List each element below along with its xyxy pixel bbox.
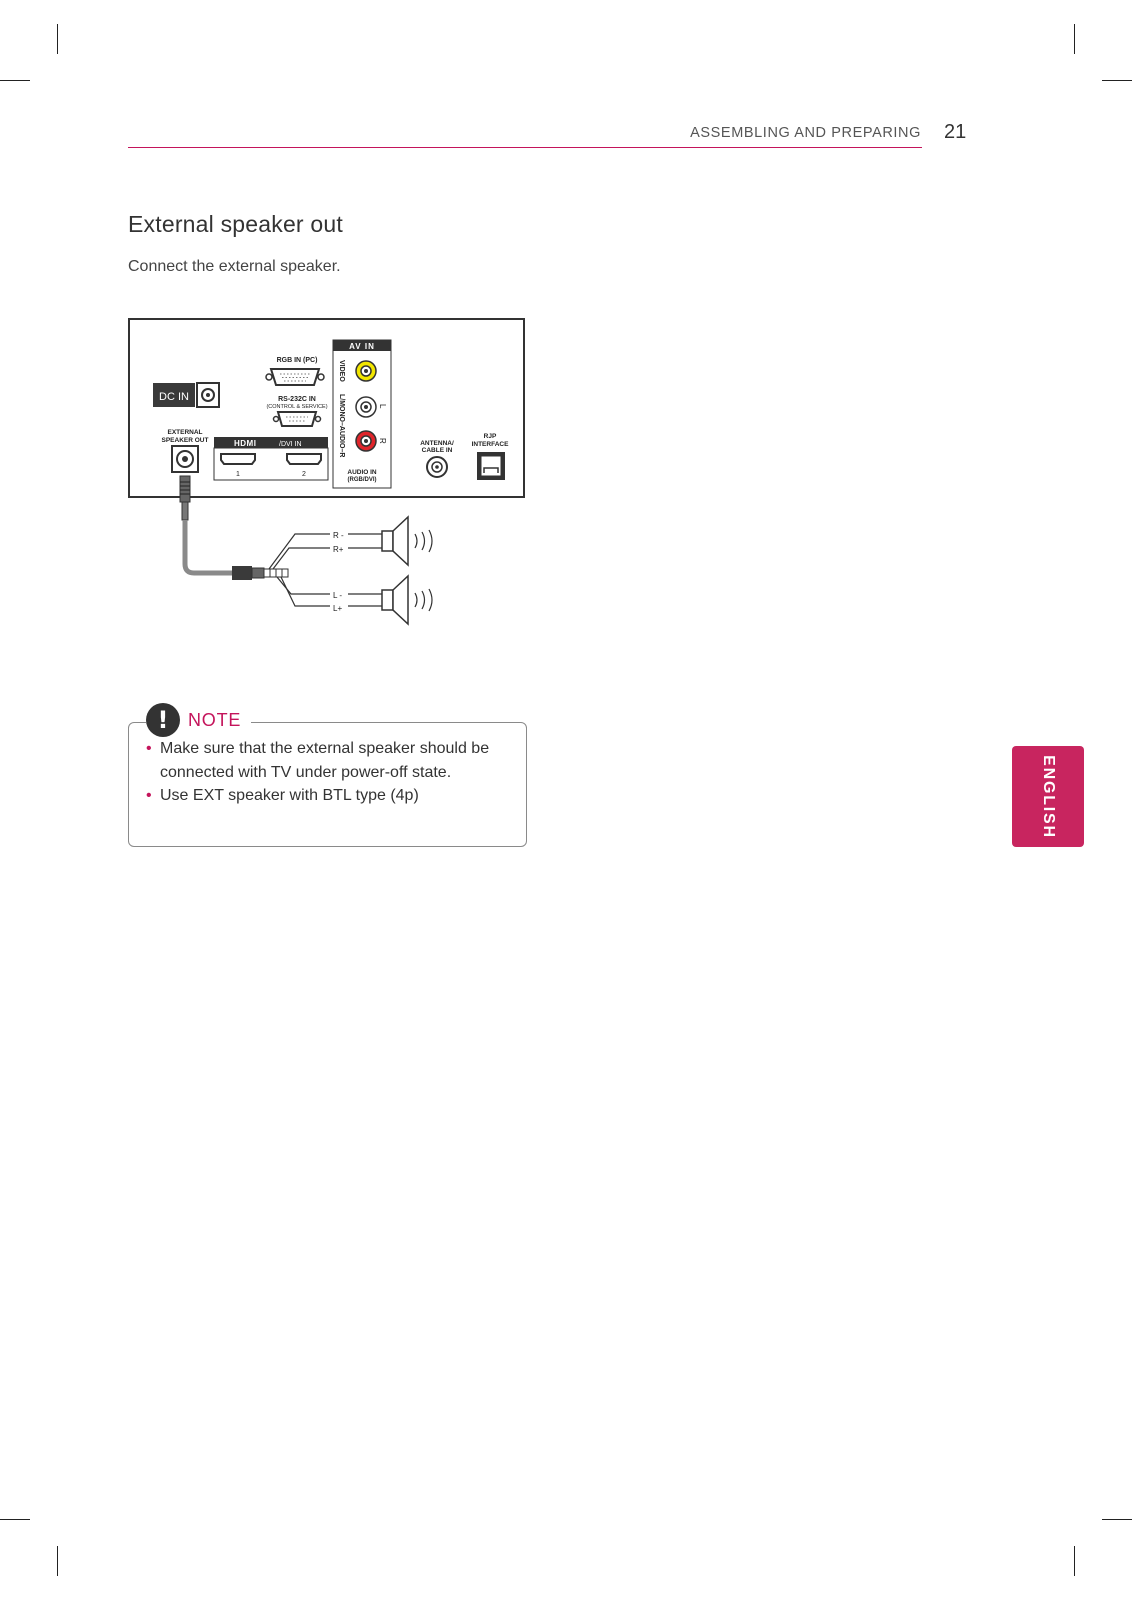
terminal-l-plus-label: L+: [333, 604, 343, 613]
terminal-r-plus-label: R+: [333, 545, 344, 554]
terminal-r-minus-label: R -: [333, 531, 344, 540]
page-title: External speaker out: [128, 211, 343, 237]
note-header: [146, 703, 251, 737]
audio-in-label-2: (RGB/DVI): [347, 477, 377, 483]
dc-in-label: DC IN: [159, 391, 189, 403]
rgb-screw-left: [266, 374, 272, 380]
crop-mark: [0, 80, 30, 81]
cable-splitter: [232, 566, 252, 580]
hdmi-port-1-number: 1: [236, 471, 240, 478]
section-title: ASSEMBLING AND PREPARING: [690, 125, 921, 141]
hdmi-label-bar: [214, 437, 328, 448]
crop-mark: [1074, 1546, 1075, 1576]
rjp-label-1: RJP: [483, 433, 497, 440]
speaker-right-sound-waves: [415, 530, 432, 552]
cable-splitter-collar: [252, 568, 264, 578]
page-number: 21: [944, 121, 967, 143]
speaker-plug-tail: [182, 502, 188, 520]
header-divider: [128, 147, 922, 148]
language-tab: [1012, 746, 1084, 847]
rs232c-screw-left: [274, 417, 279, 422]
rjp-label-2: INTERFACE: [471, 441, 509, 448]
audio-r-jack-center: [364, 439, 368, 443]
audio-l-jack-center: [364, 405, 368, 409]
language-tab-label: ENGLISH: [1040, 754, 1057, 839]
crop-mark: [57, 1546, 58, 1576]
ext-speaker-port-center: [182, 456, 188, 462]
terminal-l-minus-label: L -: [333, 591, 343, 600]
crop-mark: [57, 24, 58, 54]
hdmi-logo-label: HDMI: [234, 439, 257, 448]
speaker-plug: [180, 476, 190, 502]
intro-text: Connect the external speaker.: [128, 258, 341, 275]
note-item-text: Make sure that the external speaker should be connected with TV under power-off state.: [160, 740, 490, 781]
audio-in-label-1: AUDIO IN: [347, 469, 377, 476]
video-jack-center: [364, 369, 368, 373]
note-list: [146, 737, 516, 808]
speaker-right-icon: [382, 517, 408, 565]
speaker-input-leads: [348, 534, 382, 606]
antenna-label-2: CABLE IN: [421, 447, 453, 454]
antenna-label-1: ANTENNA/: [420, 440, 454, 447]
rgb-in-port: [271, 369, 319, 385]
list-item: [146, 737, 516, 784]
note-item-text: Use EXT speaker with BTL type (4p): [160, 787, 419, 804]
rgb-in-label: RGB IN (PC): [276, 357, 318, 364]
video-label: VIDEO: [338, 360, 345, 382]
speaker-cable: [185, 520, 232, 573]
audio-r-label: R: [378, 438, 387, 444]
connection-diagram: [128, 318, 530, 638]
av-in-label: AV IN: [349, 342, 375, 351]
note-exclamation-icon: !: [146, 703, 180, 737]
audio-l-label: L: [378, 404, 387, 409]
rs232c-sublabel: (CONTROL & SERVICE): [266, 404, 328, 410]
ext-speaker-label-1: EXTERNAL: [167, 429, 203, 436]
speaker-left-icon: [382, 576, 408, 624]
audio-label: L/MONO–AUDIO–R: [338, 394, 345, 458]
note-label: NOTE: [188, 709, 242, 730]
crop-mark: [1102, 80, 1132, 81]
rs232c-port: [278, 412, 316, 426]
crop-mark: [1102, 1519, 1132, 1520]
rs232c-label: RS-232C IN: [278, 396, 316, 403]
hdmi-port-2-number: 2: [302, 471, 306, 478]
antenna-port-center: [435, 465, 439, 469]
ext-speaker-label-2: SPEAKER OUT: [161, 437, 209, 444]
dvi-in-label: /DVI IN: [279, 441, 302, 448]
bullet-icon: •: [146, 740, 152, 757]
rgb-screw-right: [318, 374, 324, 380]
list-item: [146, 784, 516, 808]
hdmi-port-1: [221, 454, 255, 464]
crop-mark: [0, 1519, 30, 1520]
dc-in-port-center: [206, 393, 210, 397]
bullet-icon: •: [146, 787, 152, 804]
speaker-left-sound-waves: [415, 589, 432, 611]
hdmi-port-2: [287, 454, 321, 464]
rs232c-screw-right: [316, 417, 321, 422]
crop-mark: [1074, 24, 1075, 54]
